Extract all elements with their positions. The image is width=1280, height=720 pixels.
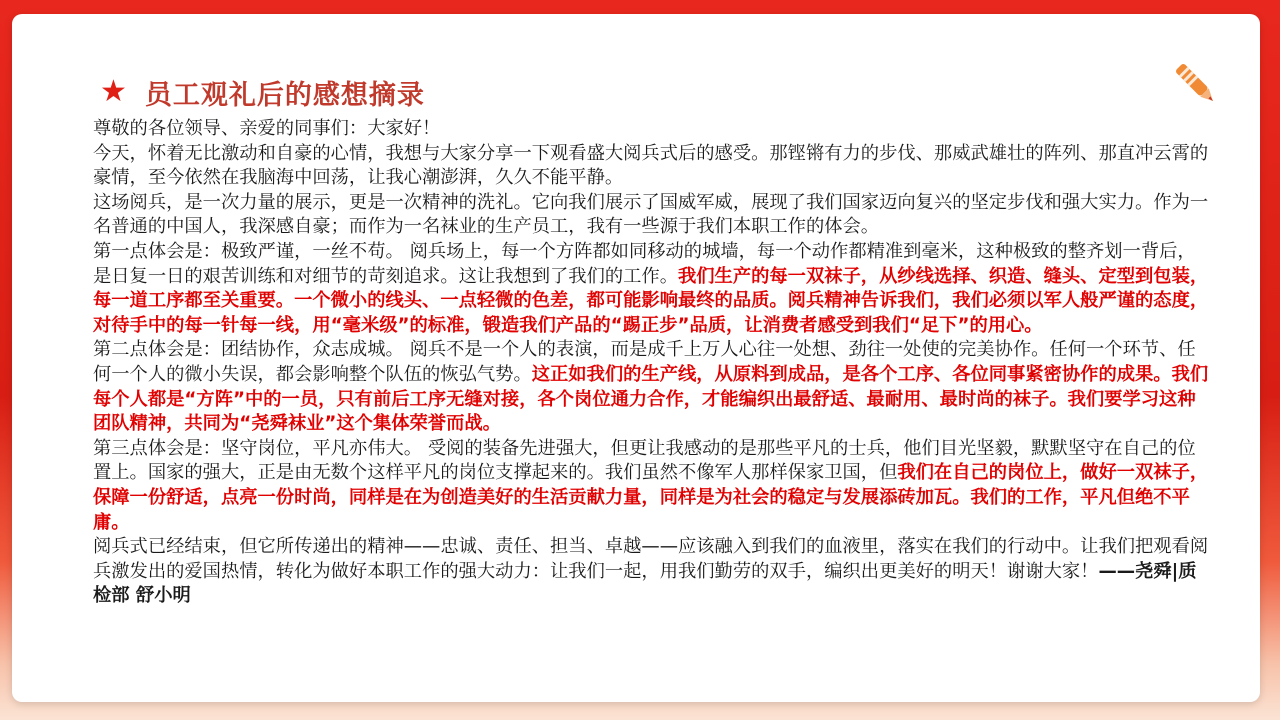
paragraph-text: 今天，怀着无比激动和自豪的心情，我想与大家分享一下观看盛大阅兵式后的感受。那铿锵有力的步伐、那威武雄壮的阵列、那直冲云霄的豪情，至今依然在我脑海中回荡，让我心潮澎湃，久久不能平静。 xyxy=(93,142,1209,189)
letter-body xyxy=(93,117,1213,609)
highlighted-text: 我们在自己的岗位上，做好一双袜子，保障一份舒适，点亮一份时尚，同样是在为创造美好的生活贡献力量，同样是为社会的稳定与发展添砖加瓦。我们的工作，平凡但绝不平庸。 xyxy=(93,462,1209,533)
paragraph-point-three xyxy=(93,437,1213,535)
paragraph-text: 阅兵式已经结束，但它所传递出的精神——忠诚、责任、担当、卓越——应该融入到我们的血液里，落实在我们的行动中。让我们把观看阅兵激发出的爱国热情，转化为做好本职工作的强大动力：让我们一起，用我们勤劳的双手，编织出更美好的明天！谢谢大家！ xyxy=(93,536,1209,582)
slide-card xyxy=(12,14,1260,702)
paragraph-text: 这场阅兵，是一次力量的展示，更是一次精神的洗礼。它向我们展示了国威军威，展现了我们国家迈向复兴的坚定步伐和强大实力。作为一名普通的中国人，我深感自豪；而作为一名袜业的生产员工，我有一些源于我们本职工作的体会。 xyxy=(93,191,1209,238)
paragraph-closing xyxy=(93,535,1213,609)
paragraph-greeting xyxy=(93,117,1213,142)
highlighted-text: 这正如我们的生产线，从原料到成品，是各个工序、各位同事紧密协作的成果。我们每个人都是“方阵”中的一员，只有前后工序无缝对接，各个岗位通力合作，才能编织出最舒适、最耐用、最时尚的袜子。我们要学习这种团队精神，共同为“尧舜袜业”这个集体荣誉而战。 xyxy=(93,363,1209,435)
paragraph-text: 第一点体会是：极致严谨，一丝不苟。 阅兵场上，每一个方阵都如同移动的城墙，每一个动作都精准到毫米，这种极致的整齐划一背后，是日复一日的艰苦训练和对细节的苛刻追求。这让我想到了我们的工作。 xyxy=(93,240,1196,287)
paragraph-text: 第二点体会是：团结协作，众志成城。 阅兵不是一个人的表演，而是成千上万人心往一处想、劲往一处使的完美协作。任何一个环节、任何一个人的微小失误，都会影响整个队伍的恢弘气势。 xyxy=(93,339,1196,385)
paragraph-context xyxy=(93,191,1213,240)
highlighted-text: 我们生产的每一双袜子，从纱线选择、织造、缝头、定型到包装，每一道工序都至关重要。一个微小的线头、一点轻微的色差，都可能影响最终的品质。阅兵精神告诉我们，我们必须以军人般严谨的态度，对待手中的每一针每一线，用“毫米级”的标准，锻造我们产品的“踢正步”品质，让消费者感受到我们“足下”的用心。 xyxy=(93,265,1209,336)
star-icon: ★ xyxy=(100,74,127,109)
paragraph-text: 尊敬的各位领导、亲爱的同事们：大家好！ xyxy=(93,118,441,139)
page-title: 员工观礼后的感想摘录 xyxy=(144,79,425,111)
paragraph-intro xyxy=(93,142,1213,191)
paragraph-point-one xyxy=(93,240,1213,338)
paragraph-point-two xyxy=(93,338,1213,436)
title-row xyxy=(100,72,425,112)
paragraph-text: 第三点体会是：坚守岗位，平凡亦伟大。 受阅的装备先进强大，但更让我感动的是那些平凡的士兵，他们目光坚毅，默默坚守在自己的位置上。国家的强大，正是由无数个这样平凡的岗位支撑起来的。我们虽然不像军人那样保家卫国，但 xyxy=(93,437,1196,484)
signature: ——尧舜|质检部 舒小明 xyxy=(93,560,1197,607)
pen-icon xyxy=(1168,56,1224,112)
